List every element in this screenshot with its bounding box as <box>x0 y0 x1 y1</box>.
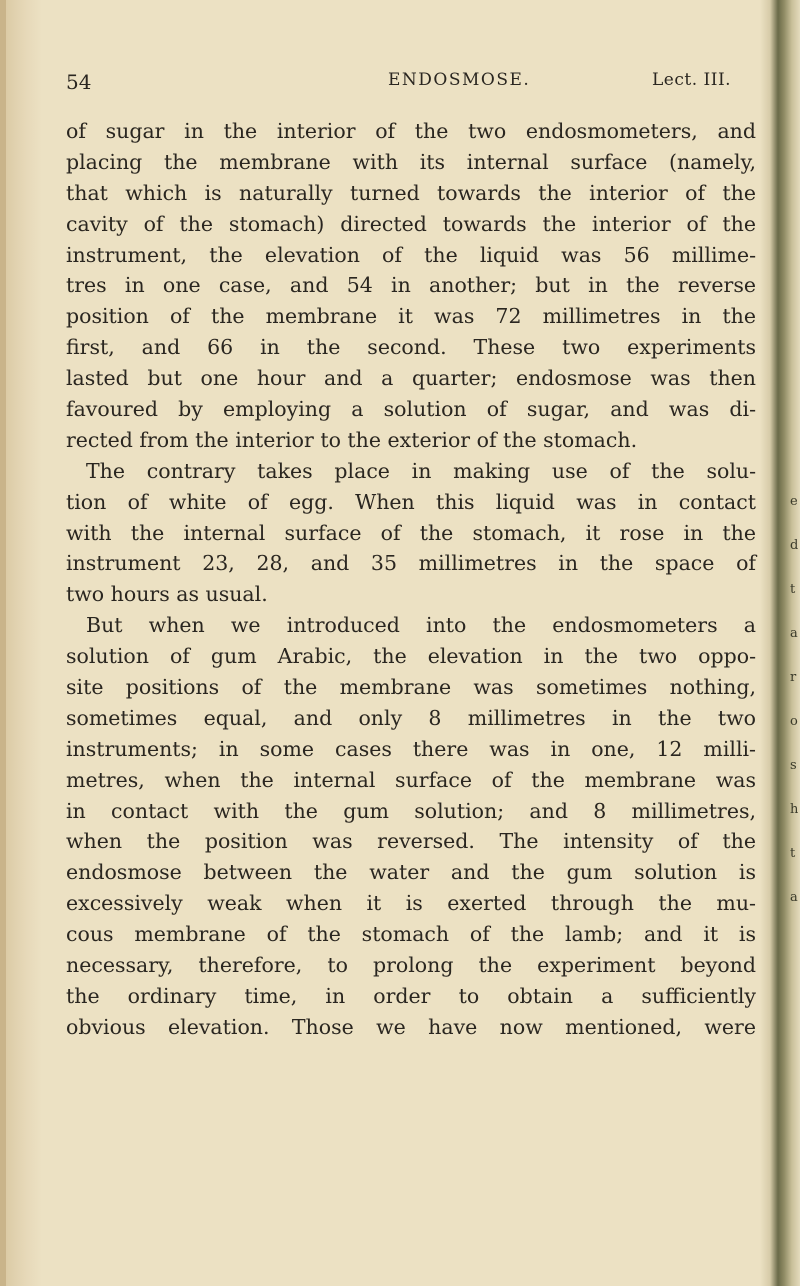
text-line: lasted but one hour and a quarter; endosmose was then <box>66 366 756 391</box>
facing-page-letter: a <box>790 890 798 905</box>
facing-page-letter: h <box>790 802 799 817</box>
text-line: tres in one case, and 54 in another; but in the reverse <box>66 273 756 298</box>
lecture-label: Lect. III. <box>652 70 732 90</box>
text-line: two hours as usual. <box>66 582 268 607</box>
text-line: The contrary takes place in making use of the solu- <box>86 458 756 483</box>
text-line: first, and 66 in the second. These two experiments <box>66 335 756 360</box>
text-line: obvious elevation. Those we have now mentioned, were <box>66 1014 756 1039</box>
text-line: instrument 23, 28, and 35 millimetres in the space of <box>66 551 756 576</box>
text-line: with the internal surface of the stomach, it rose in the <box>66 520 756 545</box>
page-header <box>66 68 764 104</box>
text-line: placing the membrane with its internal surface (namely, <box>66 149 756 174</box>
text-line: of sugar in the interior of the two endosmometers, and <box>66 119 756 143</box>
book-page <box>66 68 764 1039</box>
text-line: favoured by employing a solution of sugar, and was di- <box>66 397 756 422</box>
facing-page-letter: d <box>790 538 799 553</box>
text-line: sometimes equal, and only 8 millimetres in the two <box>66 705 756 730</box>
text-line: solution of gum Arabic, the elevation in the two oppo- <box>66 644 756 669</box>
text-line: endosmose between the water and the gum solution is <box>66 860 756 885</box>
text-line: position of the membrane it was 72 millimetres in the <box>66 304 756 329</box>
facing-page-letter: t <box>790 846 796 861</box>
facing-page-letter: r <box>790 670 797 685</box>
running-title: ENDOSMOSE. <box>388 70 531 90</box>
facing-page-letter: a <box>790 626 798 641</box>
text-line: site positions of the membrane was sometimes nothing, <box>66 675 756 700</box>
text-line: cavity of the stomach) directed towards the interior of the <box>66 211 756 236</box>
text-line: metres, when the internal surface of the membrane was <box>66 767 756 792</box>
text-line: But when we introduced into the endosmometers a <box>86 613 756 638</box>
text-line: necessary, therefore, to prolong the experiment beyond <box>66 953 756 978</box>
left-page-margin <box>0 0 42 1286</box>
left-page-edge <box>0 0 6 1286</box>
text-line: rected from the interior to the exterior of the stomach. <box>66 427 638 452</box>
text-line: tion of white of egg. When this liquid was in contact <box>66 489 756 514</box>
facing-page-letter: o <box>790 714 798 729</box>
text-line: excessively weak when it is exerted through the mu- <box>66 891 756 916</box>
text-line: when the position was reversed. The intensity of the <box>66 829 756 854</box>
text-line: instrument, the elevation of the liquid was 56 millime- <box>66 242 756 267</box>
text-line: in contact with the gum solution; and 8 millimetres, <box>66 798 756 823</box>
facing-page-fragments <box>790 480 800 920</box>
page-number: 54 <box>66 70 92 94</box>
text-line: instruments; in some cases there was in one, 12 milli- <box>66 736 756 761</box>
facing-page-letter: e <box>790 494 798 509</box>
facing-page-letter: s <box>790 758 797 773</box>
facing-page-letter: t <box>790 582 796 597</box>
body-text <box>66 116 756 1043</box>
text-line: that which is naturally turned towards the interior of the <box>66 180 756 205</box>
text-line: cous membrane of the stomach of the lamb; and it is <box>66 922 756 947</box>
text-line: the ordinary time, in order to obtain a sufficiently <box>66 983 756 1008</box>
